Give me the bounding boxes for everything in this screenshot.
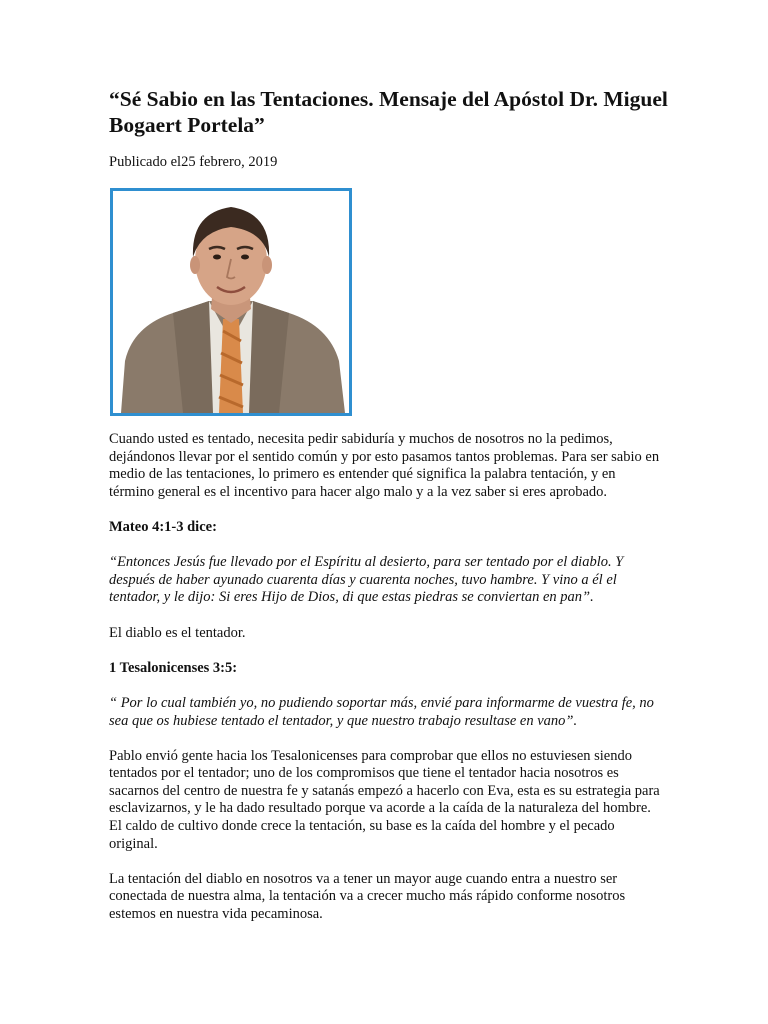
scripture-reference: 1 Tesalonicenses 3:5: bbox=[109, 659, 238, 676]
publish-date: Publicado el25 febrero, 2019 bbox=[109, 154, 278, 170]
article-title: “Sé Sabio en las Tentaciones. Mensaje del Apóstol Dr. Miguel Bogaert Portela” bbox=[109, 87, 668, 137]
portrait-image bbox=[113, 191, 349, 413]
body-paragraph: Cuando usted es tentado, necesita pedir sabiduría y muchos de nosotros no la pedimos, dejándonos llevar por el sentido común y por esto pasamos tantos problemas. Para ser sabio en medio de las tentaciones, lo primero es entender qué significa la palabra tentación, y en término general es el incentivo para hacer algo malo y a la vez saber si eres aprobado. bbox=[109, 431, 660, 500]
scripture-quote: “Entonces Jesús fue llevado por el Espíritu al desierto, para ser tentado por el diablo. Y después de haber ayunado cuarenta días y cuarenta noches, tuvo hambre. Y vino a él el tentador, y le dijo: Si eres Hijo de Dios, di que estas piedras se conviertan en pan”. bbox=[109, 554, 624, 606]
author-photo bbox=[110, 188, 352, 416]
body-paragraph: Pablo envió gente hacia los Tesalonicenses para comprobar que ellos no estuviesen siendo tentados por el tentador; uno de los compromisos que tiene el tentador hacia nosotros es sacarnos del centro de nuestra fe y satanás empezó a hacerlo con Eva, esta es su estrategia para esclavizarnos, y le ha dado resultado porque va acorde a la caída de la naturaleza del hombre. El caldo de cultivo donde crece la tentación, su base es la caída del hombre y el pecado original. bbox=[109, 747, 660, 852]
article-body bbox=[109, 431, 661, 941]
scripture-quote: “ Por lo cual también yo, no pudiendo soportar más, envié para informarme de vuestra fe, no sea que os hubiese tentado el tentador, y que nuestro trabajo resultase en vano”. bbox=[109, 694, 654, 729]
body-paragraph: La tentación del diablo en nosotros va a tener un mayor auge cuando entra a nuestro ser conectada de nuestra alma, la tentación va a crecer mucho más rápido conforme nosotros estemos en nuestra vida pecaminosa. bbox=[109, 870, 626, 923]
body-paragraph: El diablo es el tentador. bbox=[109, 624, 246, 641]
scripture-reference: Mateo 4:1-3 dice: bbox=[109, 518, 217, 535]
